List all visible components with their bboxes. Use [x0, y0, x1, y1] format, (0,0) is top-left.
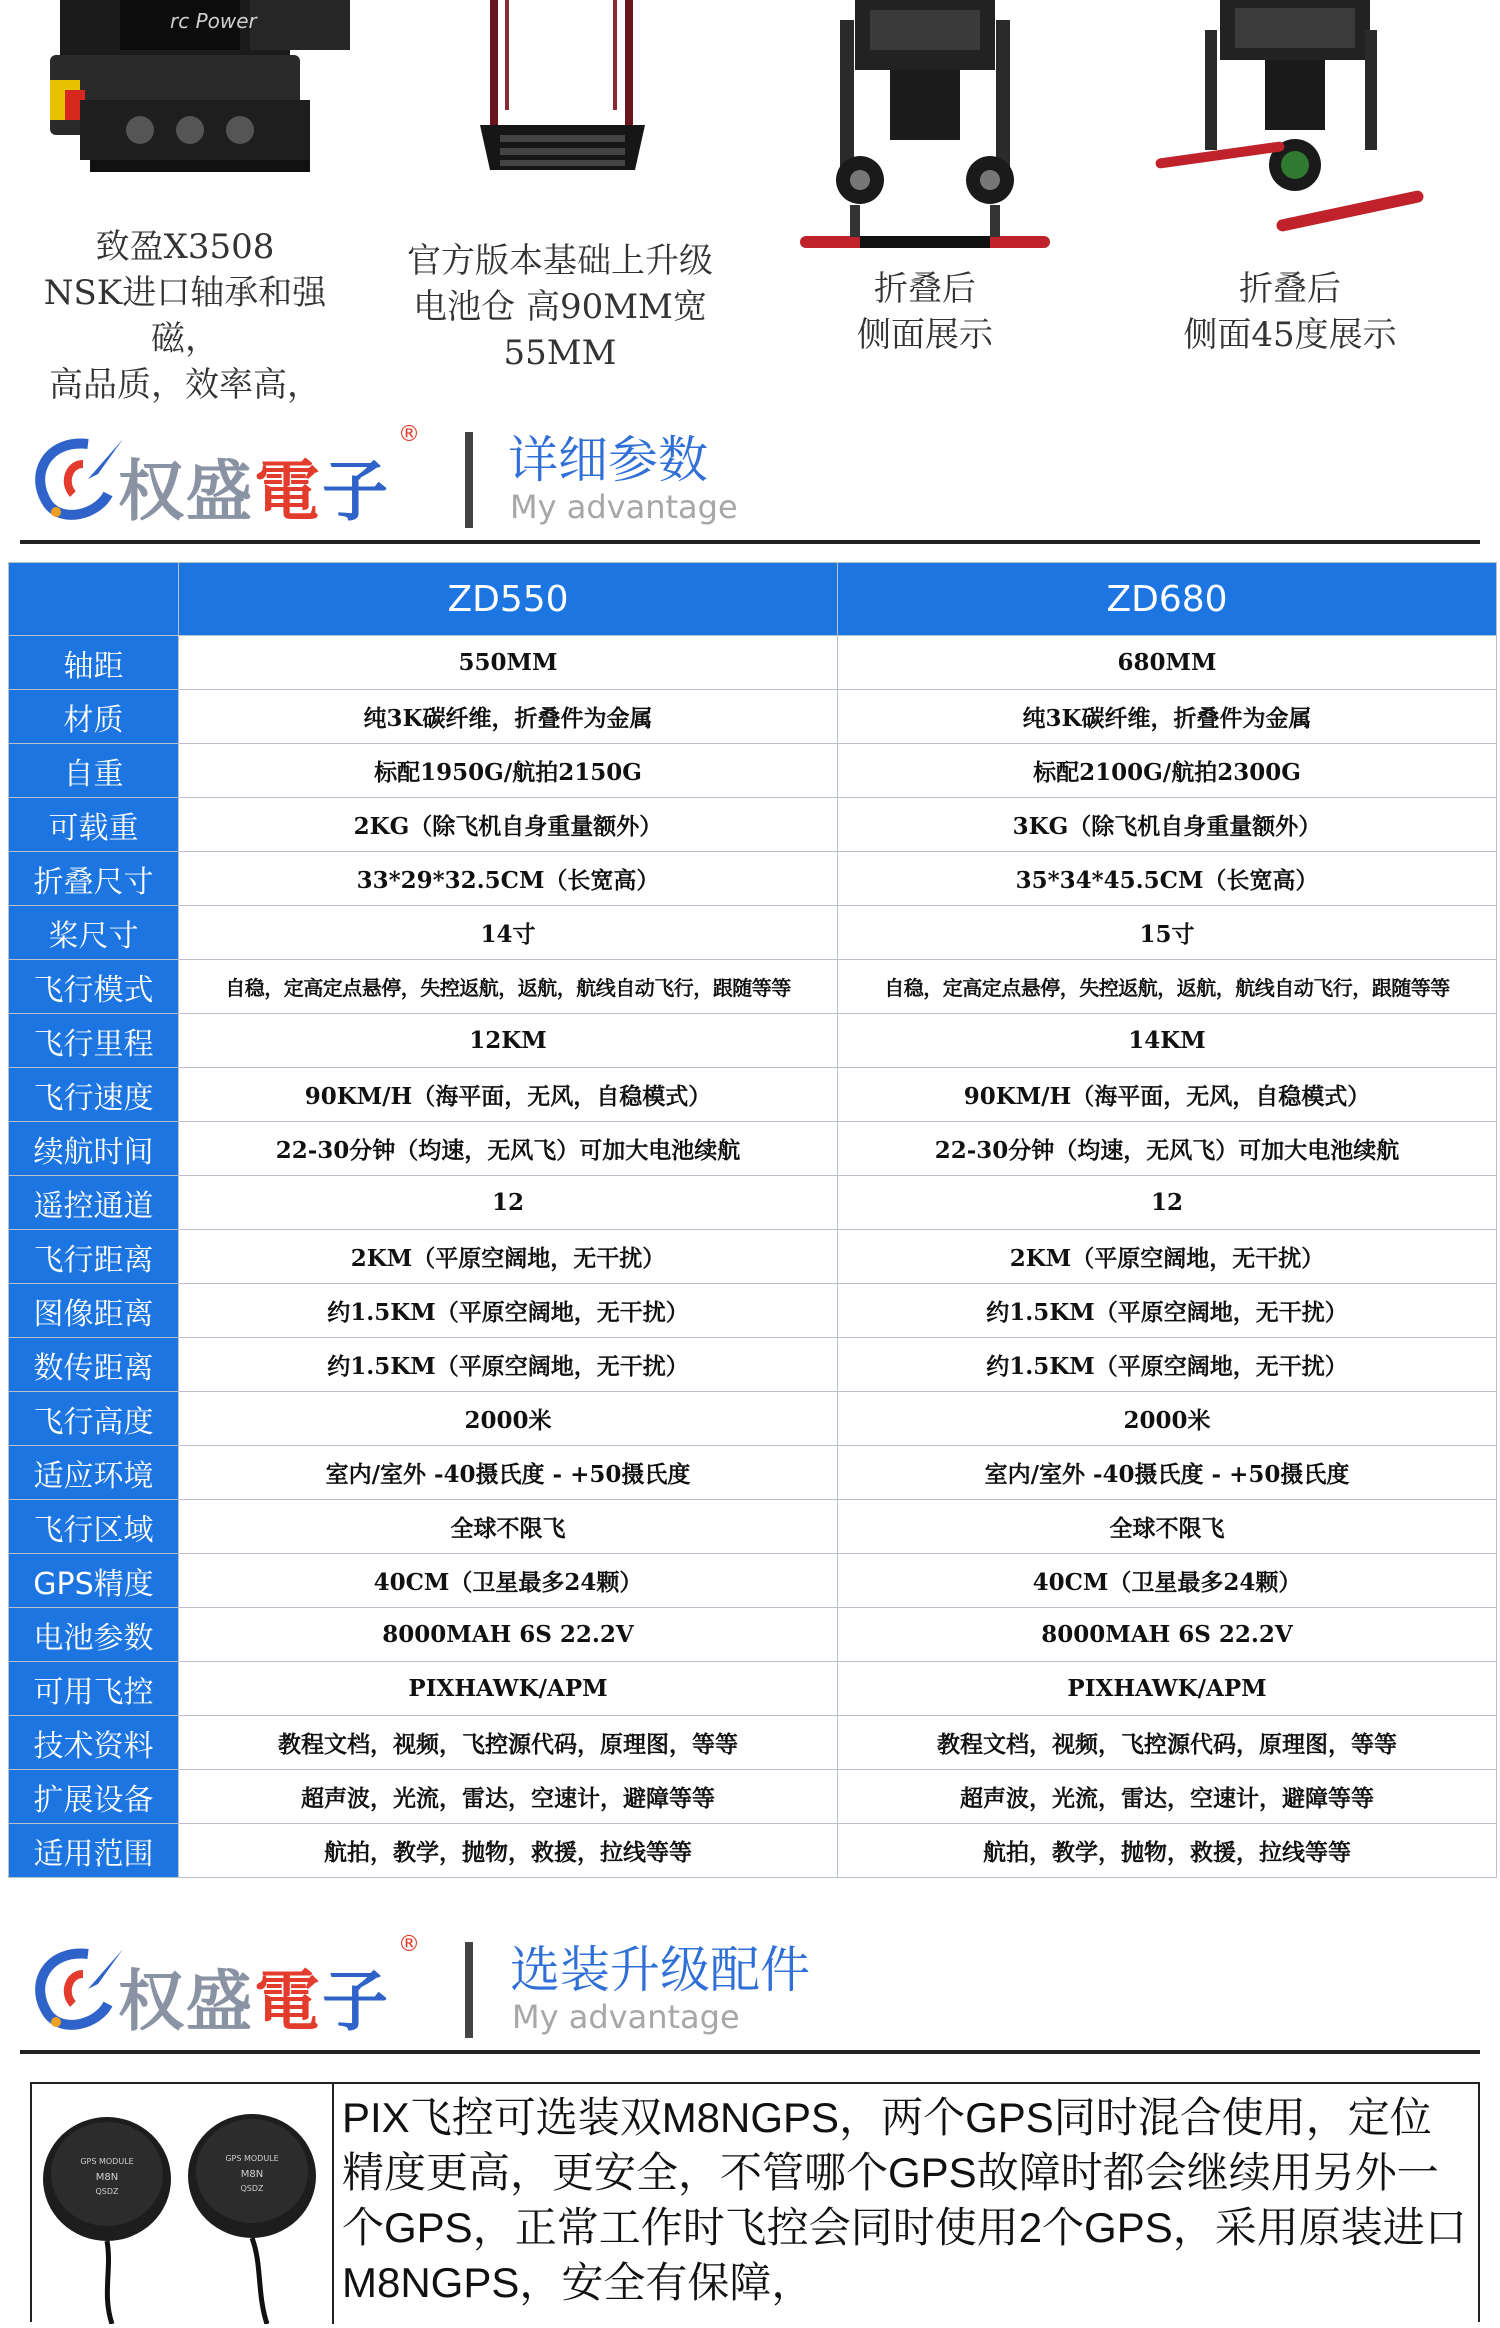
spec-row — [9, 1338, 1497, 1392]
battery-bay-image — [395, 0, 725, 220]
spec-value-zd550: 约1.5KM（平原空阔地，无干扰） — [179, 1284, 838, 1338]
spec-row — [9, 1446, 1497, 1500]
spec-value-zd550: 航拍，教学，抛物，救援，拉线等等 — [179, 1824, 838, 1878]
spec-label: 数传距离 — [9, 1338, 179, 1392]
gps-module-image — [32, 2084, 334, 2324]
spec-value-zd680: 约1.5KM（平原空阔地，无干扰） — [838, 1284, 1497, 1338]
spec-label: 可载重 — [9, 798, 179, 852]
spec-row — [9, 960, 1497, 1014]
product-motor — [20, 0, 350, 408]
spec-label: 飞行高度 — [9, 1392, 179, 1446]
spec-value-zd550: 8000MAH 6S 22.2V — [179, 1608, 838, 1662]
spec-label: GPS精度 — [9, 1554, 179, 1608]
spec-value-zd550: 2KG（除飞机自身重量额外） — [179, 798, 838, 852]
spec-label: 飞行模式 — [9, 960, 179, 1014]
spec-header-row — [9, 563, 1497, 636]
spec-label: 折叠尺寸 — [9, 852, 179, 906]
spec-value-zd550: PIXHAWK/APM — [179, 1662, 838, 1716]
spec-label: 材质 — [9, 690, 179, 744]
brand-name-part2: 電 — [254, 453, 322, 530]
svg-text:M8N: M8N — [95, 2172, 119, 2183]
spec-value-zd680: 15寸 — [838, 906, 1497, 960]
spec-value-zd550: 12 — [179, 1176, 838, 1230]
section-rule-accessories — [20, 2050, 1480, 2054]
spec-label: 飞行距离 — [9, 1230, 179, 1284]
spec-row — [9, 1770, 1497, 1824]
spec-value-zd680: 航拍，教学，抛物，救援，拉线等等 — [838, 1824, 1497, 1878]
brand-name-part1: 权盛 — [118, 1963, 254, 2040]
spec-label: 技术资料 — [9, 1716, 179, 1770]
spec-label: 适用范围 — [9, 1824, 179, 1878]
brand-logo — [28, 420, 428, 530]
caption-motor: 致盈X3508 NSK进口轴承和强磁， 高品质，效率高， — [43, 227, 327, 405]
spec-value-zd680: 2KM（平原空阔地，无干扰） — [838, 1230, 1497, 1284]
spec-label: 扩展设备 — [9, 1770, 179, 1824]
spec-value-zd550: 室内/室外 -40摄氏度 - +50摄氏度 — [179, 1446, 838, 1500]
svg-text:GPS MODULE: GPS MODULE — [80, 2157, 134, 2166]
header-divider — [465, 432, 473, 528]
spec-label: 桨尺寸 — [9, 906, 179, 960]
spec-row — [9, 1716, 1497, 1770]
section-header-accessories — [0, 1930, 1500, 2050]
spec-row — [9, 1554, 1497, 1608]
spec-label: 可用飞控 — [9, 1662, 179, 1716]
spec-row — [9, 1284, 1497, 1338]
caption-folded-45: 折叠后 侧面45度展示 — [1183, 269, 1397, 355]
registered-mark: ® — [398, 1932, 420, 1957]
spec-value-zd680: 教程文档，视频，飞控源代码，原理图，等等 — [838, 1716, 1497, 1770]
spec-value-zd680: 室内/室外 -40摄氏度 - +50摄氏度 — [838, 1446, 1497, 1500]
spec-header-zd680: ZD680 — [838, 563, 1497, 636]
spec-label: 轴距 — [9, 636, 179, 690]
spec-body — [9, 636, 1497, 1878]
spec-label: 电池参数 — [9, 1608, 179, 1662]
spec-label: 遥控通道 — [9, 1176, 179, 1230]
spec-row — [9, 1392, 1497, 1446]
spec-row — [9, 1230, 1497, 1284]
spec-row — [9, 744, 1497, 798]
brand-swoosh-icon — [28, 434, 128, 524]
svg-text:M8N: M8N — [240, 2169, 264, 2180]
folded-45-image — [1125, 0, 1455, 220]
section-header-params — [0, 420, 1500, 540]
spec-value-zd680: PIXHAWK/APM — [838, 1662, 1497, 1716]
spec-row — [9, 798, 1497, 852]
brand-name — [118, 1948, 390, 2043]
motor-image — [20, 0, 350, 220]
accessory-description: PIX飞控可选装双M8NGPS，两个GPS同时混合使用，定位精度更高，更安全，不管哪个GPS故障时都会继续用另外一个GPS，正常工作时飞控会同时使用2个GPS，采用原装进口M8NGPS，安全有保障， — [342, 2094, 1467, 2306]
spec-label: 飞行区域 — [9, 1500, 179, 1554]
spec-value-zd550: 自稳，定高定点悬停，失控返航，返航，航线自动飞行，跟随等等 — [179, 960, 838, 1014]
spec-value-zd550: 超声波，光流，雷达，空速计，避障等等 — [179, 1770, 838, 1824]
svg-text:rc Power: rc Power — [170, 9, 257, 33]
spec-value-zd550: 22-30分钟（均速，无风飞）可加大电池续航 — [179, 1122, 838, 1176]
spec-value-zd550: 90KM/H（海平面，无风，自稳模式） — [179, 1068, 838, 1122]
section-title-accessories: 选装升级配件 — [510, 1941, 810, 1999]
svg-text:QSDZ: QSDZ — [240, 2184, 264, 2193]
spec-value-zd680: 12 — [838, 1176, 1497, 1230]
brand-name-part3: 子 — [322, 1963, 390, 2040]
spec-value-zd550: 2000米 — [179, 1392, 838, 1446]
brand-swoosh-icon — [28, 1944, 128, 2034]
spec-value-zd550: 标配1950G/航拍2150G — [179, 744, 838, 798]
spec-value-zd680: 40CM（卫星最多24颗） — [838, 1554, 1497, 1608]
spec-value-zd680: 22-30分钟（均速，无风飞）可加大电池续航 — [838, 1122, 1497, 1176]
spec-value-zd680: 680MM — [838, 636, 1497, 690]
brand-name-part2: 電 — [254, 1963, 322, 2040]
spec-row — [9, 1014, 1497, 1068]
spec-value-zd550: 12KM — [179, 1014, 838, 1068]
spec-value-zd680: 90KM/H（海平面，无风，自稳模式） — [838, 1068, 1497, 1122]
spec-row — [9, 1122, 1497, 1176]
spec-row — [9, 906, 1497, 960]
spec-value-zd680: 纯3K碳纤维，折叠件为金属 — [838, 690, 1497, 744]
section-subtitle-params: My advantage — [510, 488, 738, 526]
spec-value-zd680: 14KM — [838, 1014, 1497, 1068]
spec-value-zd550: 2KM（平原空阔地，无干扰） — [179, 1230, 838, 1284]
spec-value-zd550: 14寸 — [179, 906, 838, 960]
spec-label: 续航时间 — [9, 1122, 179, 1176]
spec-value-zd680: 2000米 — [838, 1392, 1497, 1446]
spec-value-zd550: 550MM — [179, 636, 838, 690]
spec-value-zd550: 全球不限飞 — [179, 1500, 838, 1554]
spec-value-zd550: 约1.5KM（平原空阔地，无干扰） — [179, 1338, 838, 1392]
spec-row — [9, 1500, 1497, 1554]
spec-value-zd680: 8000MAH 6S 22.2V — [838, 1608, 1497, 1662]
spec-value-zd680: 35*34*45.5CM（长宽高） — [838, 852, 1497, 906]
registered-mark: ® — [398, 422, 420, 447]
header-divider — [465, 1942, 473, 2038]
brand-name-part1: 权盛 — [118, 453, 254, 530]
svg-text:GPS MODULE: GPS MODULE — [225, 2154, 279, 2163]
product-battery-bay — [395, 0, 725, 376]
spec-corner-cell — [9, 563, 179, 636]
spec-row — [9, 1608, 1497, 1662]
spec-row — [9, 1662, 1497, 1716]
spec-row — [9, 1824, 1497, 1878]
spec-value-zd680: 全球不限飞 — [838, 1500, 1497, 1554]
caption-battery-bay: 官方版本基础上升级 电池仓 高90MM宽 55MM — [407, 241, 713, 373]
spec-row — [9, 636, 1497, 690]
spec-label: 自重 — [9, 744, 179, 798]
brand-name-part3: 子 — [322, 453, 390, 530]
spec-value-zd550: 40CM（卫星最多24颗） — [179, 1554, 838, 1608]
spec-value-zd680: 自稳，定高定点悬停，失控返航，返航，航线自动飞行，跟随等等 — [838, 960, 1497, 1014]
spec-row — [9, 690, 1497, 744]
spec-value-zd680: 标配2100G/航拍2300G — [838, 744, 1497, 798]
accessory-panel — [30, 2082, 1480, 2322]
brand-logo-2 — [28, 1930, 428, 2040]
spec-value-zd550: 教程文档，视频，飞控源代码，原理图，等等 — [179, 1716, 838, 1770]
spec-label: 飞行里程 — [9, 1014, 179, 1068]
spec-table — [8, 562, 1497, 1878]
section-subtitle-accessories: My advantage — [512, 1998, 740, 2036]
spec-value-zd680: 3KG（除飞机自身重量额外） — [838, 798, 1497, 852]
spec-row — [9, 852, 1497, 906]
spec-value-zd550: 纯3K碳纤维，折叠件为金属 — [179, 690, 838, 744]
section-rule-params — [20, 540, 1480, 544]
spec-label: 图像距离 — [9, 1284, 179, 1338]
section-title-params: 详细参数 — [508, 431, 708, 489]
spec-value-zd680: 超声波，光流，雷达，空速计，避障等等 — [838, 1770, 1497, 1824]
spec-value-zd550: 33*29*32.5CM（长宽高） — [179, 852, 838, 906]
spec-label: 适应环境 — [9, 1446, 179, 1500]
svg-text:QSDZ: QSDZ — [95, 2187, 119, 2196]
product-folded-side — [760, 0, 1090, 355]
brand-name — [118, 438, 390, 533]
product-folded-45 — [1125, 0, 1455, 355]
spec-value-zd680: 约1.5KM（平原空阔地，无干扰） — [838, 1338, 1497, 1392]
spec-header-zd550: ZD550 — [179, 563, 838, 636]
spec-row — [9, 1068, 1497, 1122]
spec-label: 飞行速度 — [9, 1068, 179, 1122]
caption-folded-side: 折叠后 侧面展示 — [857, 269, 993, 355]
spec-row — [9, 1176, 1497, 1230]
folded-side-image — [760, 0, 1090, 220]
